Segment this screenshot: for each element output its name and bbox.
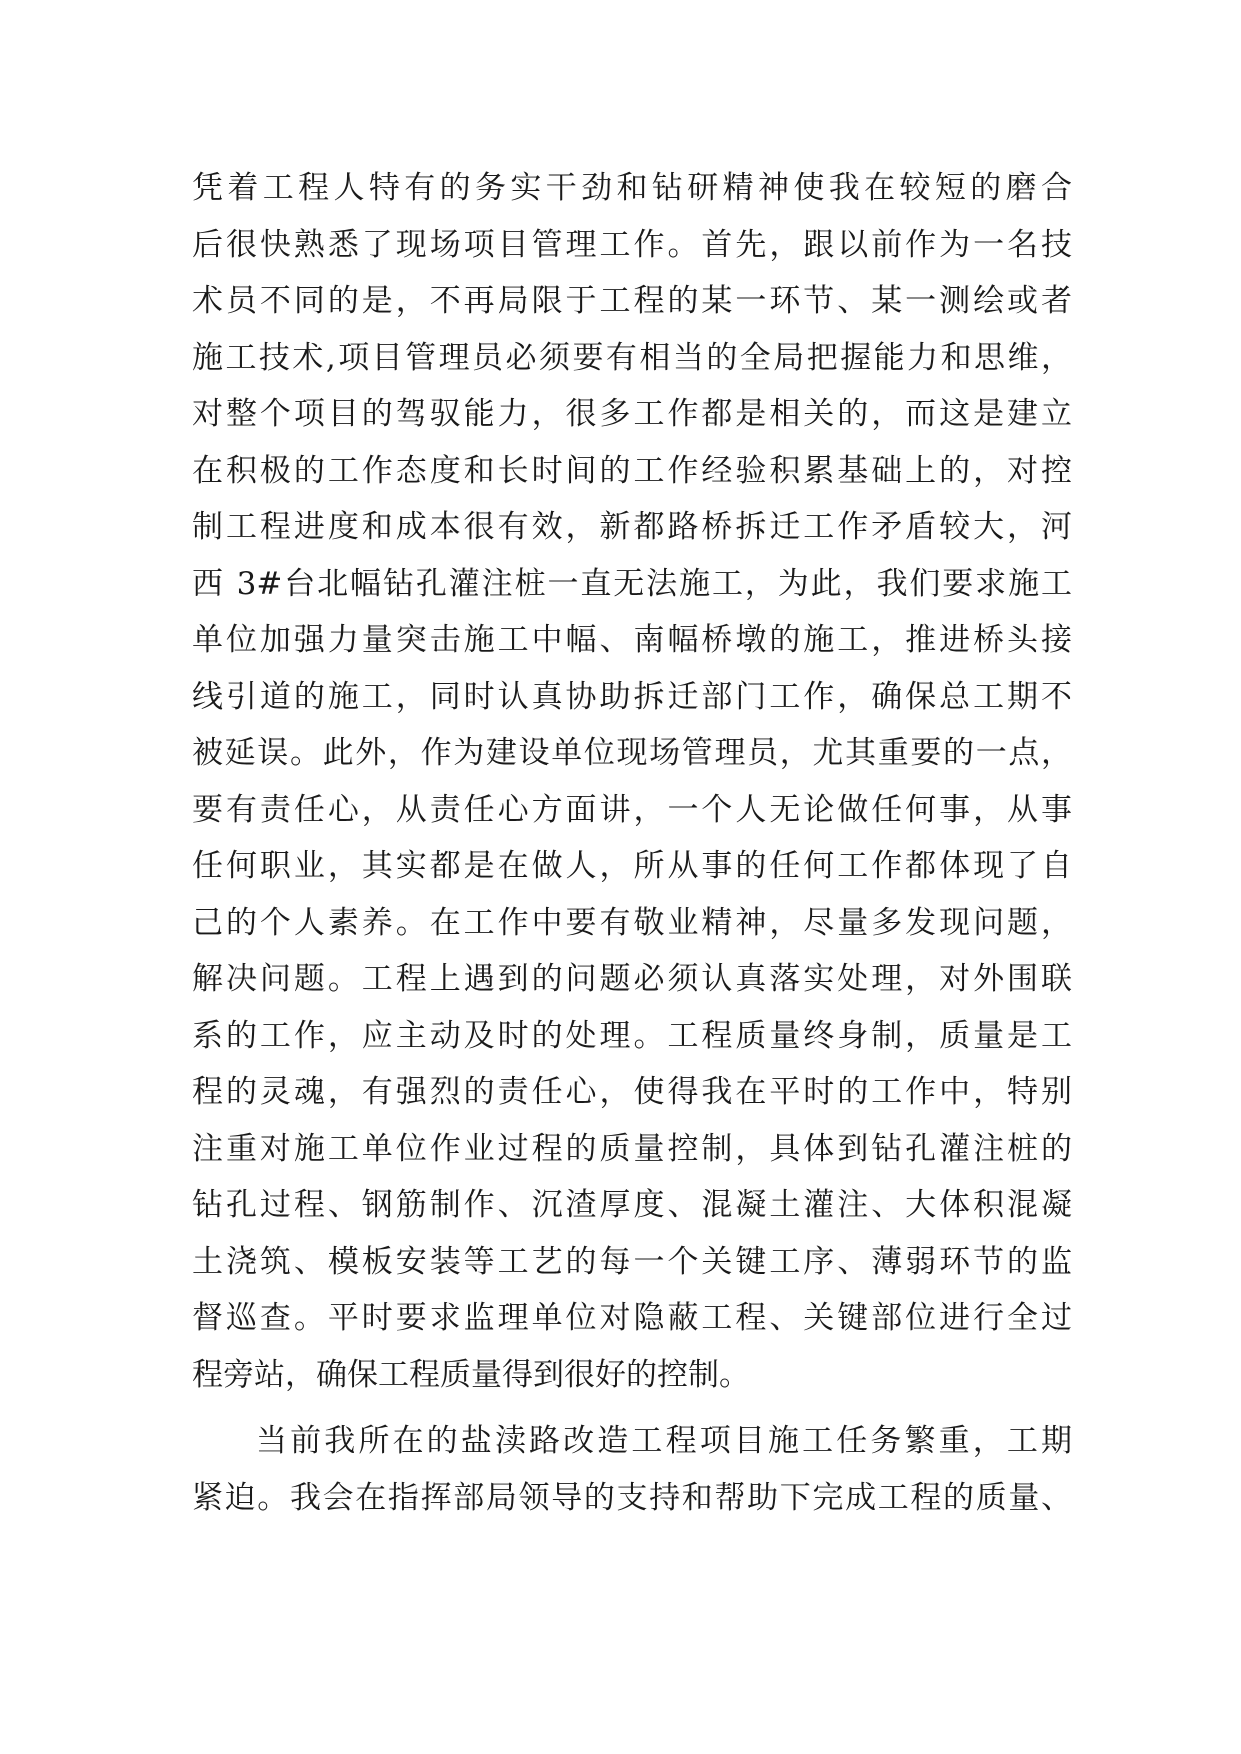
text-line: 督巡查。平时要求监理单位对隐蔽工程、关键部位进行全过 (192, 1300, 1072, 1336)
text-line: 制工程进度和成本很有效，新都路桥拆迁工作矛盾较大，河 (192, 509, 1072, 545)
text-line: 己的个人素养。在工作中要有敬业精神，尽量多发现问题， (192, 904, 1072, 941)
text-line: 凭着工程人特有的务实干劲和钻研精神使我在较短的磨合 (192, 170, 1072, 206)
text-line: 当前我所在的盐渎路改造工程项目施工任务繁重，工期 (256, 1423, 1072, 1459)
text-line: 西 3#台北幅钻孔灌注桩一直无法施工，为此，我们要求施工 (192, 565, 1072, 602)
text-line: 后很快熟悉了现场项目管理工作。首先，跟以前作为一名技 (192, 226, 1072, 263)
text-line: 程的灵魂，有强烈的责任心，使得我在平时的工作中，特别 (192, 1074, 1072, 1110)
text-line: 紧迫。我会在指挥部局领导的支持和帮助下完成工程的质量、 (192, 1479, 1072, 1516)
text-line: 解决问题。工程上遇到的问题必须认真落实处理，对外围联 (192, 961, 1072, 997)
paragraph-1 (192, 160, 1072, 1403)
text-line: 对整个项目的驾驭能力，很多工作都是相关的，而这是建立 (192, 396, 1072, 432)
paragraph-2 (192, 1413, 1072, 1526)
text-line: 任何职业，其实都是在做人，所从事的任何工作都体现了自 (192, 848, 1072, 884)
text-line: 术员不同的是，不再局限于工程的某一环节、某一测绘或者 (192, 283, 1072, 319)
text-line: 土浇筑、模板安装等工艺的每一个关键工序、薄弱环节的监 (192, 1243, 1072, 1280)
text-line: 要有责任心，从责任心方面讲，一个人无论做任何事，从事 (192, 791, 1072, 828)
text-line: 注重对施工单位作业过程的质量控制，具体到钻孔灌注桩的 (192, 1130, 1072, 1167)
text-line: 线引道的施工，同时认真协助拆迁部门工作，确保总工期不 (192, 678, 1072, 715)
paragraph-gap (192, 1403, 1072, 1413)
body-text (192, 160, 1072, 1526)
text-line: 在积极的工作态度和长时间的工作经验积累基础上的，对控 (192, 452, 1072, 489)
text-line: 系的工作，应主动及时的处理。工程质量终身制，质量是工 (192, 1017, 1072, 1054)
text-line: 被延误。此外，作为建设单位现场管理员，尤其重要的一点， (192, 735, 1072, 771)
text-line: 钻孔过程、钢筋制作、沉渣厚度、混凝土灌注、大体积混凝 (192, 1187, 1072, 1223)
text-line: 施工技术,项目管理员必须要有相当的全局把握能力和思维， (192, 339, 1072, 376)
text-line: 单位加强力量突击施工中幅、南幅桥墩的施工，推进桥头接 (192, 622, 1072, 658)
text-line: 程旁站，确保工程质量得到很好的控制。 (192, 1356, 750, 1393)
